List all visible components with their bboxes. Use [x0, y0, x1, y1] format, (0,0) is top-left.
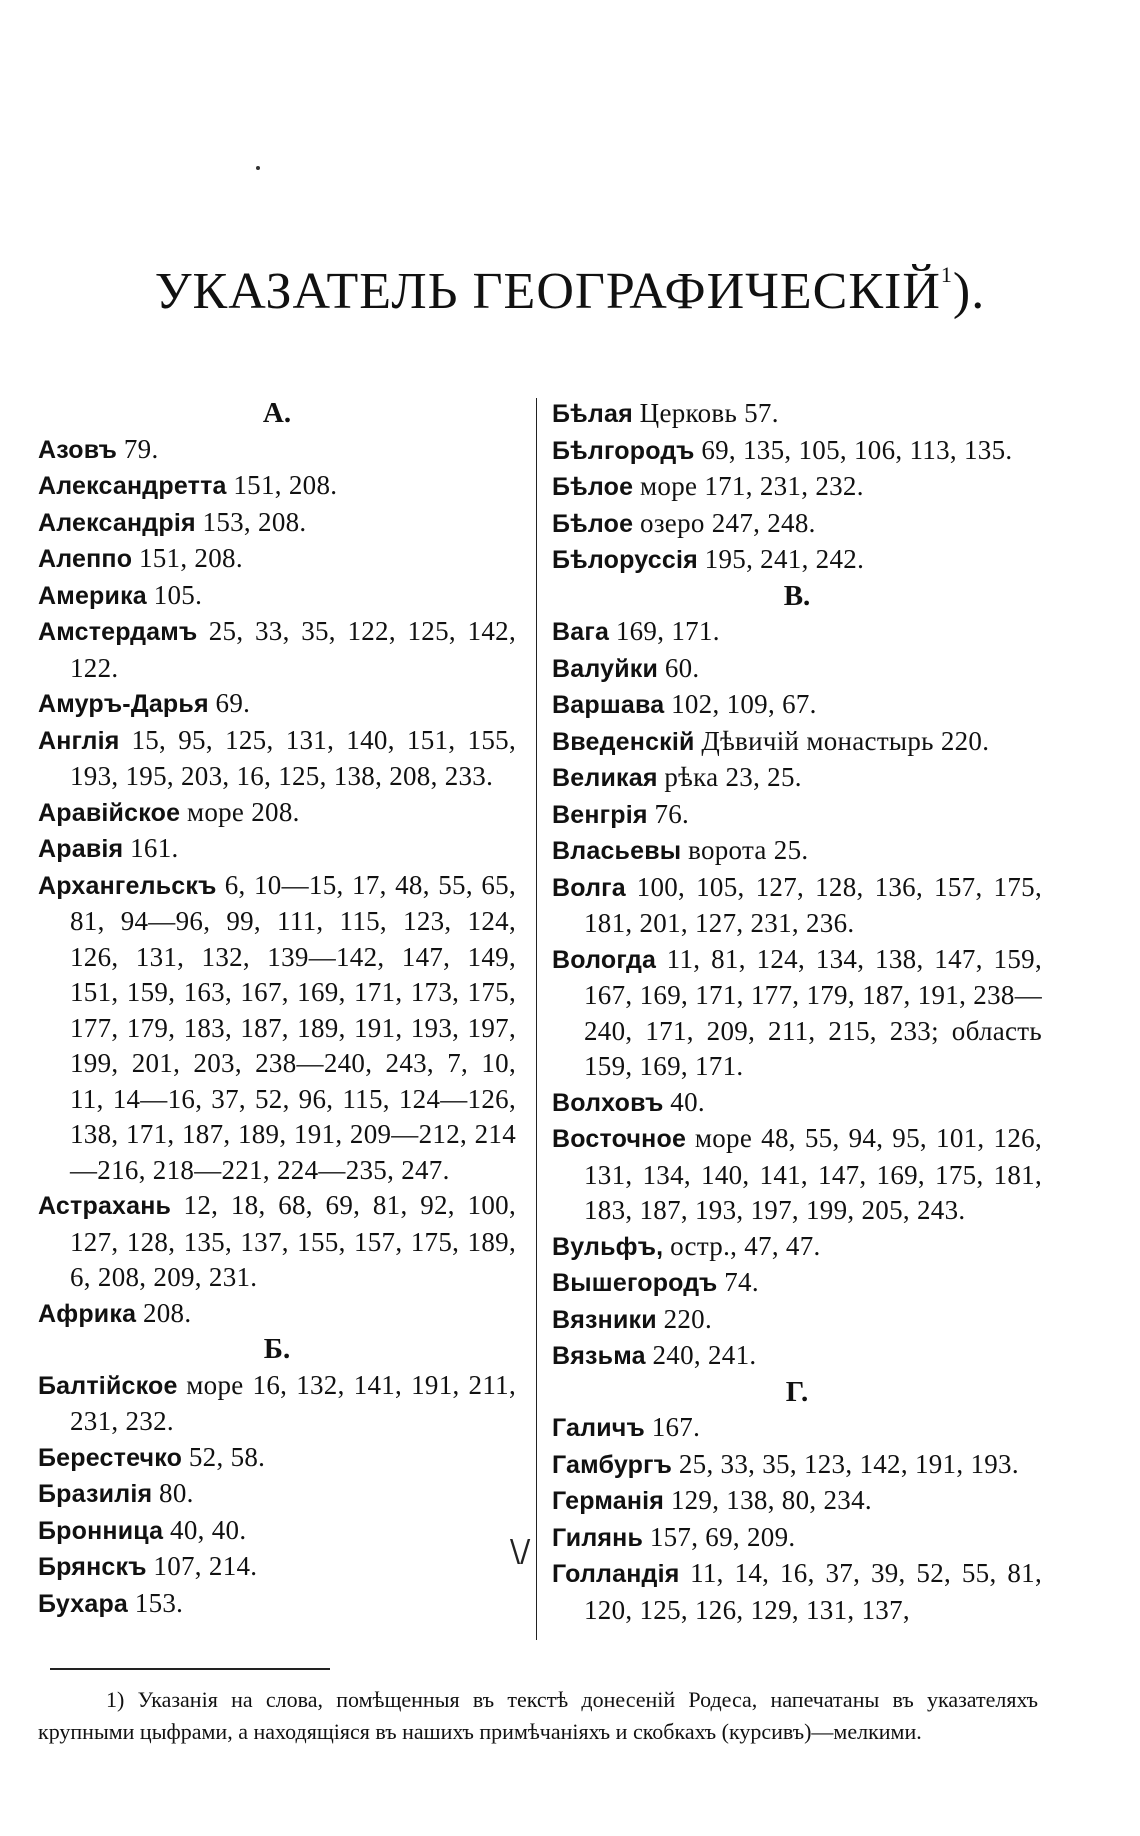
index-entry: [552, 433, 1042, 470]
place-name: Бѣлгородъ: [552, 436, 695, 465]
page-references: 40, 40.: [170, 1514, 247, 1545]
page-references: 60.: [664, 652, 700, 683]
place-name: Африка: [38, 1299, 137, 1328]
footnote-number: 1): [106, 1687, 125, 1712]
place-name: Гамбургъ: [552, 1450, 673, 1479]
page-references: море 48, 55, 94, 95, 101, 126, 131, 134, 140, 141, 147, 169, 175, 181, 183, 187, 193, 197, 199, 205, 243.: [584, 1123, 1042, 1225]
index-entry: [552, 1085, 1042, 1122]
place-name: Германія: [552, 1487, 665, 1515]
page-references: 107, 214.: [153, 1551, 258, 1581]
index-entry: [552, 1229, 1042, 1266]
index-entry: [552, 1410, 1042, 1447]
index-entry: [38, 1549, 516, 1586]
place-name: Алеппо: [38, 545, 133, 573]
page-references: 167.: [651, 1412, 701, 1442]
place-name: Введенскій: [552, 727, 695, 756]
page-references: 40.: [670, 1086, 705, 1117]
page-references: рѣка 23, 25.: [664, 762, 802, 792]
index-entry: [552, 614, 1042, 651]
page-references: 208.: [142, 1297, 192, 1328]
page-references: 15, 95, 125, 131, 140, 151, 155, 193, 195, 203, 16, 125, 138, 208, 233.: [70, 724, 516, 791]
index-entry: [552, 942, 1042, 1085]
page-references: 240, 241.: [652, 1340, 757, 1370]
page-references: 69, 135, 105, 106, 113, 135.: [701, 434, 1013, 465]
index-entry: [552, 870, 1042, 942]
page-references: 11, 81, 124, 134, 138, 147, 159, 167, 169, 171, 177, 179, 187, 191, 238—240, 171, 209, 211, 215, 233; область 159, 169, 171.: [584, 943, 1042, 1081]
place-name: Бѣлая: [552, 400, 633, 428]
page-references: 169, 171.: [615, 616, 720, 646]
section-letter: Г.: [785, 1375, 809, 1408]
index-entry: [38, 1440, 516, 1477]
place-name: Венгрія: [552, 800, 648, 829]
index-entry: [552, 469, 1042, 506]
page-references: 102, 109, 67.: [671, 689, 817, 719]
place-name: Бѣлое: [552, 509, 634, 538]
index-entry: [552, 651, 1042, 688]
place-name: Волховъ: [552, 1088, 664, 1117]
place-name: Гилянь: [552, 1523, 644, 1552]
index-entry: [552, 1447, 1042, 1484]
margin-check-mark: \/: [510, 1534, 531, 1569]
index-entry: [552, 1483, 1042, 1520]
place-name: Азовъ: [38, 435, 118, 464]
index-entry: [552, 1520, 1042, 1557]
footnote: [38, 1684, 1038, 1748]
place-name: Бѣлое: [552, 473, 634, 501]
page-references: 74.: [724, 1267, 759, 1297]
page-references: 76.: [654, 798, 690, 829]
index-entry: [552, 797, 1042, 834]
place-name: Архангельскъ: [38, 871, 217, 900]
place-name: Берестечко: [38, 1443, 183, 1472]
page-references: море 16, 132, 141, 191, 211, 231, 232.: [70, 1369, 517, 1436]
index-entry: [38, 541, 516, 578]
page-references: 129, 138, 80, 234.: [670, 1485, 872, 1515]
page-references: 80.: [159, 1478, 194, 1508]
page-references: 153.: [134, 1587, 184, 1618]
index-entry: [38, 468, 516, 505]
page-references: 12, 18, 68, 69, 81, 92, 100, 127, 128, 135, 137, 155, 157, 175, 189, 6, 208, 209, 231.: [70, 1190, 516, 1292]
place-name: Англія: [38, 726, 120, 755]
place-name: Амстердамъ: [38, 618, 198, 646]
page-references: Дѣвичій монастырь 220.: [701, 725, 990, 756]
place-name: Власьевы: [552, 837, 682, 865]
place-name: Вязьма: [552, 1342, 646, 1370]
page-references: озеро 247, 248.: [640, 507, 816, 538]
index-entry: [38, 1188, 516, 1296]
index-entry: [38, 831, 516, 868]
index-entry: [38, 795, 516, 832]
place-name: Бразилія: [38, 1480, 153, 1508]
place-name: Великая: [552, 764, 658, 792]
place-name: Брянскъ: [38, 1553, 147, 1581]
place-name: Аравія: [38, 835, 124, 863]
index-entry: [38, 505, 516, 542]
section-letter: В.: [783, 579, 811, 612]
page-references: море 208.: [186, 796, 300, 827]
place-name: Восточное: [552, 1125, 687, 1153]
page-references: 157, 69, 209.: [649, 1521, 796, 1552]
footnote-text: Указанія на слова, помѣщенныя въ текстѣ донесеній Родеса, напечатаны въ указателяхъ крупными цыфрами, а находящіяся въ нашихъ примѣчаніяхъ и скобкахъ (курсивъ)—мелкими.: [38, 1687, 1038, 1744]
page-references: 220.: [663, 1303, 713, 1334]
index-entry: [38, 1586, 516, 1623]
place-name: Варшава: [552, 691, 665, 719]
index-entry: [552, 396, 1042, 433]
place-name: Вязники: [552, 1305, 657, 1334]
page-references: 153, 208.: [202, 506, 307, 537]
index-entry: [38, 614, 516, 686]
page-references: море 171, 231, 232.: [640, 471, 864, 501]
place-name: Галичъ: [552, 1414, 645, 1442]
page-references: 25, 33, 35, 123, 142, 191, 193.: [678, 1448, 1019, 1479]
index-entry: [552, 542, 1042, 579]
index-entry: [552, 506, 1042, 543]
right-column: [552, 396, 1042, 1628]
section-letter: А.: [262, 397, 292, 429]
place-name: Вологда: [552, 945, 657, 974]
place-name: Бронница: [38, 1516, 164, 1545]
page-references: 69.: [215, 688, 251, 718]
index-entry: [552, 1302, 1042, 1339]
index-entry: [38, 1296, 516, 1333]
place-name: Голландія: [552, 1560, 680, 1588]
place-name: Волга: [552, 873, 626, 902]
section-letter: Б.: [263, 1333, 291, 1365]
index-entry: [38, 686, 516, 723]
index-entry: [552, 687, 1042, 724]
page-references: 79.: [123, 433, 159, 464]
index-entry: [552, 1338, 1042, 1375]
place-name: Бѣлоруссія: [552, 546, 698, 574]
place-name: Вага: [552, 618, 610, 646]
page-references: 161.: [130, 833, 179, 863]
index-entry: [38, 868, 516, 1189]
index-entry: [552, 760, 1042, 797]
place-name: Америка: [38, 581, 147, 610]
index-entry: [552, 724, 1042, 761]
index-entry: [552, 1121, 1042, 1229]
column-divider: [536, 398, 537, 1640]
index-entry: [38, 432, 516, 469]
page-references: остр., 47, 47.: [670, 1230, 821, 1261]
place-name: Астрахань: [38, 1192, 172, 1220]
index-entry: [552, 1265, 1042, 1302]
title-closing: ).: [952, 263, 986, 320]
index-entry: [38, 578, 516, 615]
index-entry: [38, 1476, 516, 1513]
place-name: Амуръ-Дарья: [38, 690, 209, 718]
index-entry: [38, 723, 516, 795]
place-name: Александретта: [38, 472, 227, 500]
page-references: 100, 105, 127, 128, 136, 157, 175, 181, 201, 127, 231, 236.: [584, 871, 1042, 938]
place-name: Валуйки: [552, 654, 659, 683]
place-name: Аравійское: [38, 798, 181, 827]
print-speck: [256, 166, 260, 170]
index-entry: [38, 1513, 516, 1550]
page-references: 25, 33, 35, 122, 125, 142, 122.: [70, 616, 516, 683]
index-title: [0, 262, 1140, 321]
index-entry: [552, 1556, 1042, 1628]
page-references: 6, 10—15, 17, 48, 55, 65, 81, 94—96, 99, 111, 115, 123, 124, 126, 131, 132, 139—142, 147, 149, 151, 159, 163, 167, 169, 171, 173, 175, 177, 179, 183, 187, 189, 191, 193, 197, 199, 201, 203, 238—240, 243, 7, 10, 11, 14—16, 37, 52, 96, 115, 124—126, 138, 171, 187, 189, 191, 209—212, 214—216, 218—221, 224—235, 247.: [70, 869, 517, 1185]
page-references: 151, 208.: [233, 470, 338, 500]
place-name: Балтійское: [38, 1371, 178, 1400]
title-text: УКАЗАТЕЛЬ ГЕОГРАФИЧЕСКІЙ: [154, 263, 941, 320]
page-references: Церковь 57.: [639, 398, 779, 428]
page-references: 105.: [153, 579, 203, 610]
index-entry: [552, 833, 1042, 870]
page-references: 151, 208.: [138, 543, 243, 573]
page-references: 195, 241, 242.: [704, 544, 865, 574]
title-footnote-ref: 1: [940, 262, 953, 287]
page-references: 52, 58.: [188, 1441, 266, 1472]
place-name: Вульфъ,: [552, 1232, 664, 1261]
index-entry: [38, 1368, 516, 1440]
footnote-rule: [50, 1668, 330, 1670]
page-references: ворота 25.: [688, 835, 809, 865]
place-name: Александрія: [38, 508, 196, 537]
left-column: [38, 396, 516, 1622]
page-references: 11, 14, 16, 37, 39, 52, 55, 81, 120, 125, 126, 129, 131, 137,: [584, 1558, 1042, 1625]
place-name: Бухара: [38, 1589, 129, 1618]
place-name: Вышегородъ: [552, 1269, 718, 1297]
